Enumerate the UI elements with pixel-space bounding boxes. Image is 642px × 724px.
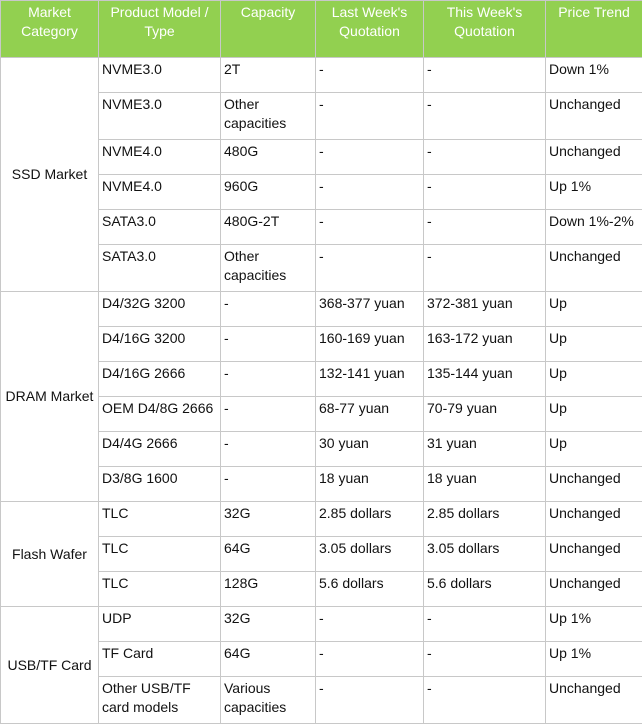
last-week-cell: -: [316, 245, 424, 292]
table-row: [1, 607, 642, 642]
model-cell: SATA3.0: [99, 210, 221, 245]
trend-cell: Up 1%: [546, 607, 642, 642]
header-this-week: This Week's Quotation: [424, 1, 546, 58]
last-week-cell: -: [316, 93, 424, 140]
capacity-cell: Various capacities: [221, 677, 316, 724]
model-cell: UDP: [99, 607, 221, 642]
model-cell: SATA3.0: [99, 245, 221, 292]
header-price-trend: Price Trend: [546, 1, 642, 58]
this-week-cell: -: [424, 245, 546, 292]
trend-cell: Up: [546, 432, 642, 467]
trend-cell: Unchanged: [546, 467, 642, 502]
capacity-cell: -: [221, 467, 316, 502]
last-week-cell: 368-377 yuan: [316, 292, 424, 327]
model-cell: Other USB/TF card models: [99, 677, 221, 724]
model-cell: D4/4G 2666: [99, 432, 221, 467]
model-cell: TLC: [99, 537, 221, 572]
last-week-cell: 3.05 dollars: [316, 537, 424, 572]
capacity-cell: 960G: [221, 175, 316, 210]
model-cell: TF Card: [99, 642, 221, 677]
this-week-cell: 372-381 yuan: [424, 292, 546, 327]
trend-cell: Unchanged: [546, 245, 642, 292]
table-row: [1, 292, 642, 327]
header-market-category: Market Category: [1, 1, 99, 58]
trend-cell: Unchanged: [546, 537, 642, 572]
last-week-cell: -: [316, 677, 424, 724]
capacity-cell: 32G: [221, 502, 316, 537]
last-week-cell: -: [316, 140, 424, 175]
table-row: [1, 58, 642, 93]
capacity-cell: Other capacities: [221, 93, 316, 140]
this-week-cell: -: [424, 93, 546, 140]
trend-cell: Up 1%: [546, 642, 642, 677]
capacity-cell: 64G: [221, 537, 316, 572]
header-product-model: Product Model / Type: [99, 1, 221, 58]
capacity-cell: Other capacities: [221, 245, 316, 292]
model-cell: D4/16G 2666: [99, 362, 221, 397]
trend-cell: Unchanged: [546, 677, 642, 724]
header-capacity: Capacity: [221, 1, 316, 58]
this-week-cell: -: [424, 140, 546, 175]
category-cell: SSD Market: [1, 58, 99, 292]
model-cell: NVME4.0: [99, 175, 221, 210]
model-cell: NVME4.0: [99, 140, 221, 175]
model-cell: OEM D4/8G 2666: [99, 397, 221, 432]
this-week-cell: -: [424, 210, 546, 245]
capacity-cell: 480G-2T: [221, 210, 316, 245]
model-cell: D4/32G 3200: [99, 292, 221, 327]
model-cell: D3/8G 1600: [99, 467, 221, 502]
capacity-cell: 128G: [221, 572, 316, 607]
header-last-week: Last Week's Quotation: [316, 1, 424, 58]
this-week-cell: 135-144 yuan: [424, 362, 546, 397]
last-week-cell: 18 yuan: [316, 467, 424, 502]
capacity-cell: -: [221, 362, 316, 397]
category-cell: USB/TF Card: [1, 607, 99, 724]
table-row: [1, 502, 642, 537]
this-week-cell: -: [424, 607, 546, 642]
model-cell: NVME3.0: [99, 93, 221, 140]
trend-cell: Down 1%-2%: [546, 210, 642, 245]
last-week-cell: -: [316, 642, 424, 677]
capacity-cell: 64G: [221, 642, 316, 677]
last-week-cell: 160-169 yuan: [316, 327, 424, 362]
this-week-cell: 18 yuan: [424, 467, 546, 502]
last-week-cell: -: [316, 175, 424, 210]
capacity-cell: -: [221, 327, 316, 362]
trend-cell: Unchanged: [546, 502, 642, 537]
this-week-cell: -: [424, 677, 546, 724]
this-week-cell: 5.6 dollars: [424, 572, 546, 607]
trend-cell: Unchanged: [546, 140, 642, 175]
trend-cell: Unchanged: [546, 93, 642, 140]
capacity-cell: -: [221, 432, 316, 467]
last-week-cell: 30 yuan: [316, 432, 424, 467]
this-week-cell: -: [424, 175, 546, 210]
trend-cell: Up: [546, 327, 642, 362]
this-week-cell: 163-172 yuan: [424, 327, 546, 362]
this-week-cell: 70-79 yuan: [424, 397, 546, 432]
this-week-cell: -: [424, 642, 546, 677]
trend-cell: Down 1%: [546, 58, 642, 93]
model-cell: TLC: [99, 572, 221, 607]
category-cell: DRAM Market: [1, 292, 99, 502]
trend-cell: Up: [546, 362, 642, 397]
category-cell: Flash Wafer: [1, 502, 99, 607]
last-week-cell: 5.6 dollars: [316, 572, 424, 607]
trend-cell: Up: [546, 397, 642, 432]
model-cell: D4/16G 3200: [99, 327, 221, 362]
last-week-cell: -: [316, 607, 424, 642]
last-week-cell: -: [316, 58, 424, 93]
header-row: [1, 1, 642, 58]
model-cell: NVME3.0: [99, 58, 221, 93]
last-week-cell: 68-77 yuan: [316, 397, 424, 432]
last-week-cell: 132-141 yuan: [316, 362, 424, 397]
capacity-cell: -: [221, 397, 316, 432]
this-week-cell: -: [424, 58, 546, 93]
capacity-cell: -: [221, 292, 316, 327]
capacity-cell: 2T: [221, 58, 316, 93]
trend-cell: Up: [546, 292, 642, 327]
this-week-cell: 31 yuan: [424, 432, 546, 467]
last-week-cell: 2.85 dollars: [316, 502, 424, 537]
last-week-cell: -: [316, 210, 424, 245]
capacity-cell: 480G: [221, 140, 316, 175]
trend-cell: Up 1%: [546, 175, 642, 210]
capacity-cell: 32G: [221, 607, 316, 642]
this-week-cell: 3.05 dollars: [424, 537, 546, 572]
this-week-cell: 2.85 dollars: [424, 502, 546, 537]
model-cell: TLC: [99, 502, 221, 537]
trend-cell: Unchanged: [546, 572, 642, 607]
